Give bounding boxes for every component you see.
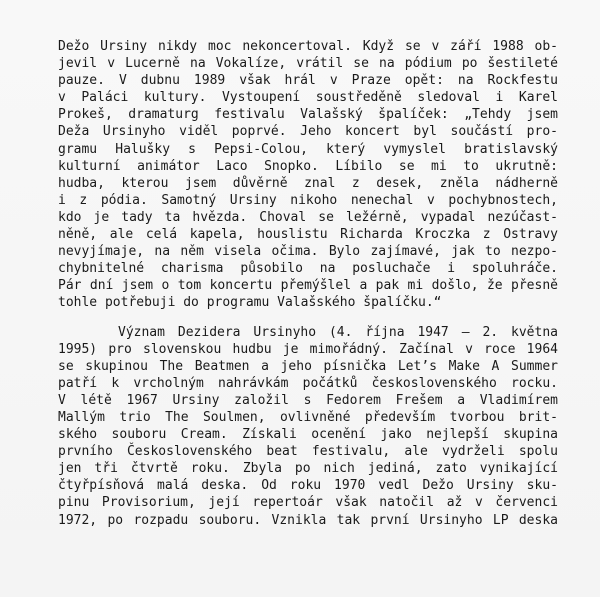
- text-line: v Paláci kultury. Vystoupení soustředěně sledoval i Karel: [58, 90, 558, 106]
- text-line: pinu Provisorium, její repertoár však natočil až v červenci: [58, 495, 558, 511]
- text-line: V létě 1967 Ursiny založil s Fedorem Frešem a Vladimírem: [58, 392, 558, 408]
- text-line: Prokeš, dramaturg festivalu Valašský špalíček: „Tehdy jsem: [58, 107, 558, 123]
- text-line: 1995) pro slovenskou hudbu je mimořádný. Začínal v roce 1964: [58, 341, 558, 357]
- text-line: prvního Československého beat festivalu, ale vydrželi spolu: [58, 444, 558, 460]
- paragraph: [58, 324, 558, 529]
- text-line: kdo je tady ta hvězda. Choval se ležérně, vypadal nezúčast-: [58, 209, 558, 225]
- text-line: tohle potřebuji do programu Valašského špalíčku.“: [58, 295, 442, 311]
- text-line: ského souboru Cream. Získali ocenění jako nejlepší skupina: [58, 427, 558, 443]
- text-line: nevyjímaje, na něm visela očima. Bylo zajímavé, jak to nezpo-: [58, 244, 558, 260]
- text-line: hudba, kterou jsem důvěrně znal z desek, zněla nádherně: [58, 175, 558, 191]
- text-line: gramu Halušky s Pepsi-Colou, který vymyslel bratislavský: [58, 141, 558, 157]
- text-line: Dežo Ursiny nikdy moc nekoncertoval. Když se v září 1988 ob-: [58, 39, 558, 54]
- text-line: Mallým trio The Soulmen, ovlivněné především tvorbou brit-: [58, 409, 558, 425]
- text-line: Pár dní jsem o tom koncertu přemýšlel a pak mi došlo, že přesně: [58, 278, 558, 294]
- text-line: i z pódia. Samotný Ursiny nikoho nenechal v pochybnostech,: [58, 192, 558, 208]
- text-line: pauze. V dubnu 1989 však hrál v Praze opět: na Rockfestu: [58, 73, 558, 89]
- paragraph-gap: [58, 312, 558, 324]
- text-line: čtyřpísňová malá deska. Od roku 1970 vedl Dežo Ursiny sku-: [58, 478, 558, 494]
- text-line: kulturní animátor Laco Snopko. Líbilo se mi to ukrutně:: [58, 158, 558, 174]
- text-line: se skupinou The Beatmen a jeho písnička Let’s Make A Summer: [58, 358, 558, 374]
- text-line: patří k vrcholným nahrávkám počátků československého rocku.: [58, 375, 558, 391]
- text-line: Význam Dezidera Ursinyho (4. října 1947 – 2. května: [118, 324, 558, 340]
- text-line: 1972, po rozpadu souboru. Vznikla tak první Ursinyho LP deska: [58, 512, 558, 528]
- text-line: jevil v Lucerně na Vokalíze, vrátil se na pódium po šestileté: [58, 56, 558, 72]
- text-line: něně, ale celá kapela, houslistu Richarda Kroczka z Ostravy: [58, 227, 558, 243]
- text-line: jen tři čtvrtě roku. Zbyla po nich jediná, zato vynikající: [58, 461, 558, 477]
- paragraph: [58, 38, 558, 312]
- body-text: [58, 38, 558, 529]
- text-line: chybnitelné charisma působilo na posluchače i spoluhráče.: [58, 261, 558, 277]
- text-line: Deža Ursinyho viděl poprvé. Jeho koncert byl součástí pro-: [58, 124, 558, 140]
